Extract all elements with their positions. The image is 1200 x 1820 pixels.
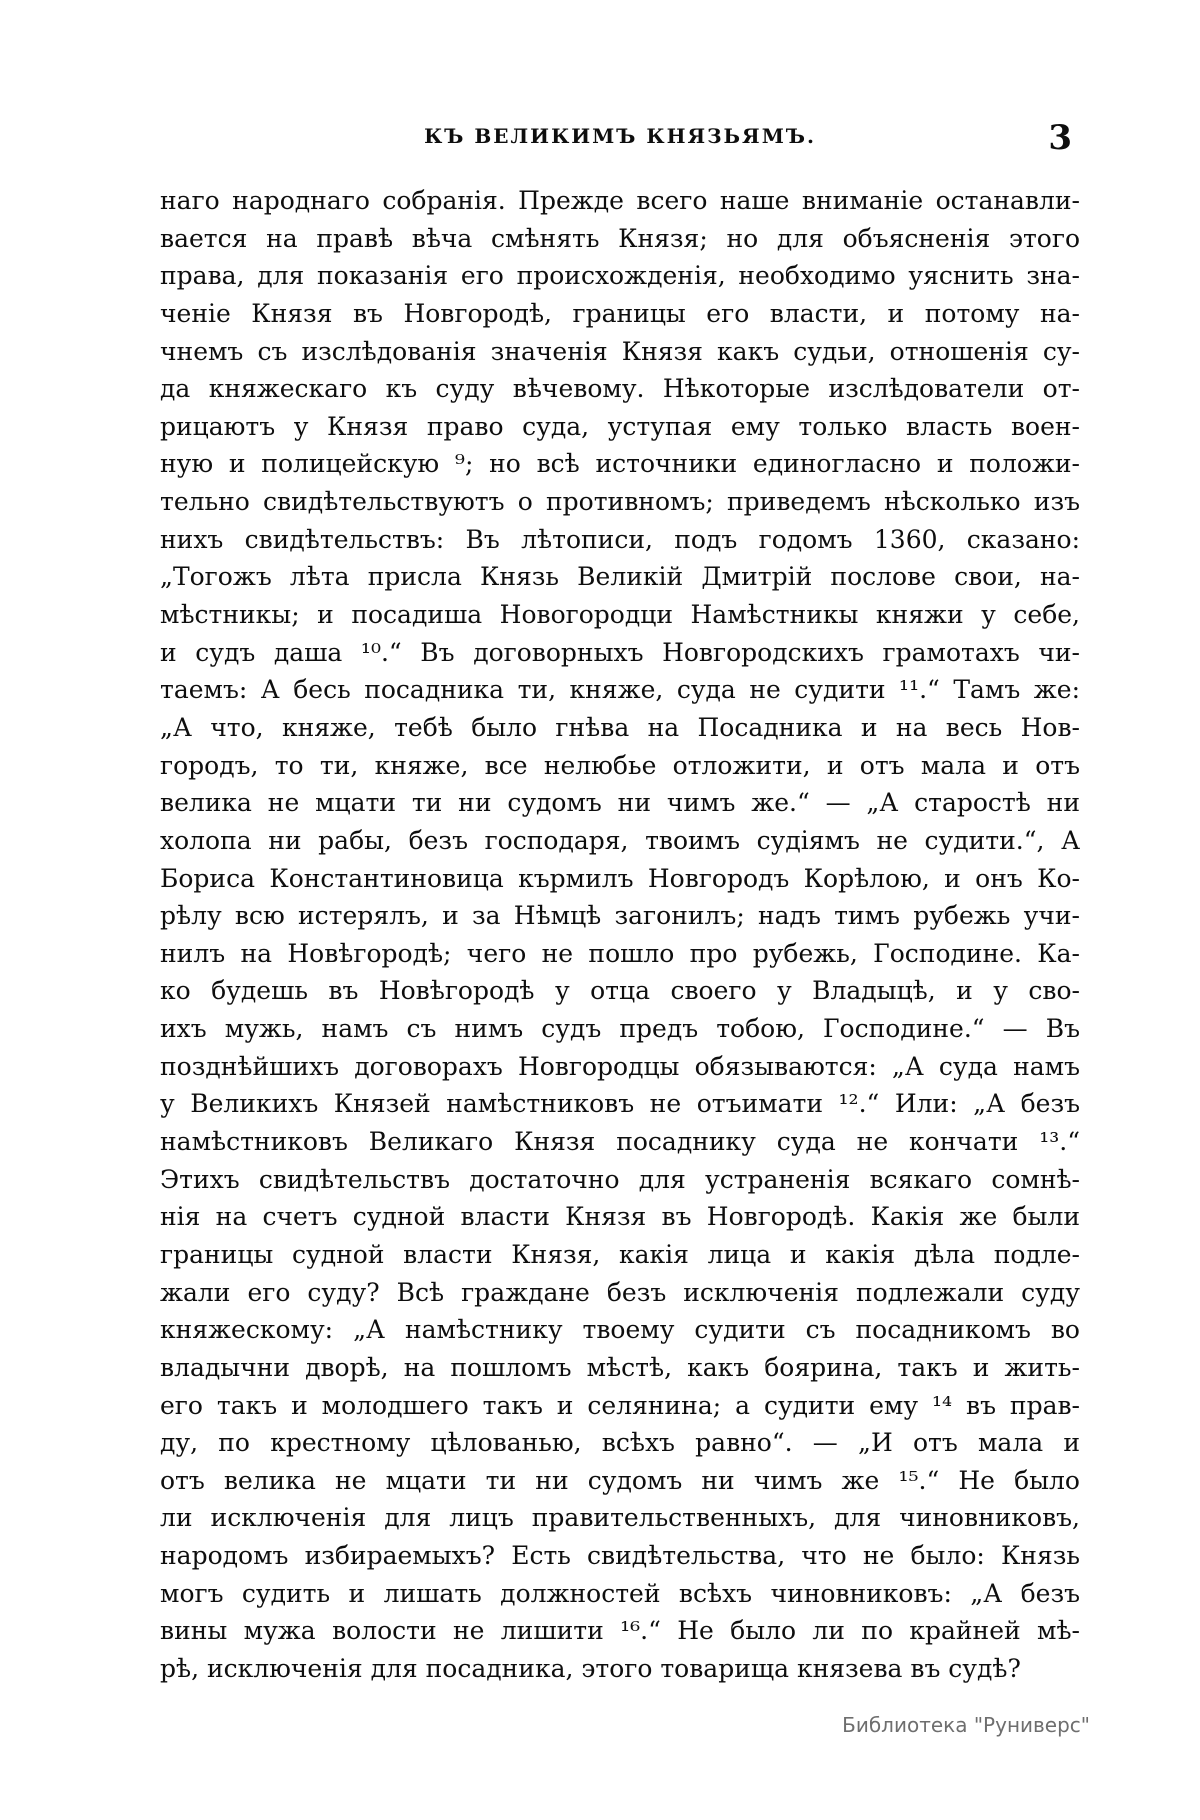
- text-line: вины мужа волости не лишити ¹⁶.“ Не было ли по крайней мѣ-: [160, 1616, 1080, 1646]
- text-line: его такъ и молодшего такъ и селянина; а судити ему ¹⁴ въ прав-: [160, 1390, 1080, 1420]
- text-line: вается на правѣ вѣча смѣнять Князя; но для объясненія этого: [160, 223, 1080, 253]
- text-line: и судъ даша ¹⁰.“ Въ договорныхъ Новгородскихъ грамотахъ чи-: [160, 637, 1080, 667]
- page-header: [160, 118, 1080, 158]
- text-line: позднѣйшихъ договорахъ Новгородцы обязываются: „А суда намъ: [160, 1051, 1080, 1081]
- text-line: намѣстниковъ Великаго Князя посаднику суда не кончати ¹³.“: [160, 1127, 1080, 1157]
- text-line: нилъ на Новѣгородѣ; чего не пошло про рубежь, Господине. Ка-: [160, 938, 1080, 968]
- text-line: права, для показанія его происхожденія, необходимо уяснить зна-: [160, 261, 1080, 291]
- text-line: границы судной власти Князя, какія лица и какія дѣла подле-: [160, 1239, 1080, 1269]
- text-line: „А что, княже, тебѣ было гнѣва на Посадника и на весь Нов-: [160, 712, 1080, 742]
- text-line: таемъ: А бесь посадника ти, княже, суда не судити ¹¹.“ Тамъ же:: [160, 675, 1080, 705]
- text-line: могъ судить и лишать должностей всѣхъ чиновниковъ: „А безъ: [160, 1578, 1080, 1608]
- text-line: нія на счетъ судной власти Князя въ Новгородѣ. Какія же были: [160, 1202, 1080, 1232]
- text-line: ли исключенія для лицъ правительственныхъ, для чиновниковъ,: [160, 1503, 1080, 1533]
- text-line: ную и полицейскую ⁹; но всѣ источники единогласно и положи-: [160, 449, 1080, 479]
- text-line: чнемъ съ изслѣдованія значенія Князя какъ судьи, отношенія су-: [160, 336, 1080, 366]
- text-line: городъ, то ти, княже, все нелюбье отложити, и отъ мала и отъ: [160, 750, 1080, 780]
- text-line: владычни дворѣ, на пошломъ мѣстѣ, какъ боярина, такъ и жить-: [160, 1352, 1080, 1382]
- text-line: наго народнаго собранія. Прежде всего наше вниманіе останавли-: [160, 186, 1080, 215]
- text-line: холопа ни рабы, безъ господаря, твоимъ судіямъ не судити.“, А: [160, 825, 1080, 855]
- text-line: ченіе Князя въ Новгородѣ, границы его власти, и потому на-: [160, 298, 1080, 328]
- text-line: ко будешь въ Новѣгородѣ у отца своего у Владыцѣ, и у сво-: [160, 976, 1080, 1006]
- text-line: „Тогожъ лѣта присла Князь Великій Дмитрій послове свои, на-: [160, 562, 1080, 592]
- text-line: мѣстникы; и посадиша Новогородци Намѣстникы княжи у себе,: [160, 600, 1080, 630]
- text-line: княжескому: „А намѣстнику твоему судити съ посадникомъ во: [160, 1315, 1080, 1345]
- text-line: рицаютъ у Князя право суда, уступая ему только власть воен-: [160, 411, 1080, 441]
- running-head: КЪ ВЕЛИКИМЪ КНЯЗЬЯМЪ.: [424, 124, 816, 148]
- text-line: Бориса Константиновица кърмилъ Новгородъ Корѣлою, и онъ Ко-: [160, 863, 1080, 893]
- text-line: ду, по крестному цѣлованью, всѣхъ равно“. — „И отъ мала и: [160, 1428, 1080, 1458]
- text-line: Этихъ свидѣтельствъ достаточно для устраненія всякаго сомнѣ-: [160, 1164, 1080, 1194]
- text-line: да княжескаго къ суду вѣчевому. Нѣкоторые изслѣдователи от-: [160, 374, 1080, 404]
- text-line: велика не мцати ти ни судомъ ни чимъ же.“ — „А старостѣ ни: [160, 788, 1080, 818]
- text-line: тельно свидѣтельствуютъ о противномъ; приведемъ нѣсколько изъ: [160, 487, 1080, 517]
- body-text: [160, 182, 1080, 1688]
- text-line: рѣ, исключенія для посадника, этого товарища князева въ судѣ?: [160, 1653, 1021, 1683]
- text-line: рѣлу всю истерялъ, и за Нѣмцѣ загонилъ; надъ тимъ рубежь учи-: [160, 901, 1080, 931]
- text-line: ихъ мужь, намъ съ нимъ судъ предъ тобою, Господине.“ — Въ: [160, 1014, 1080, 1044]
- text-line: нихъ свидѣтельствъ: Въ лѣтописи, подъ годомъ 1360, сказано:: [160, 524, 1080, 554]
- text-line: жали его суду? Всѣ граждане безъ исключенія подлежали суду: [160, 1277, 1080, 1307]
- text-line: отъ велика не мцати ти ни судомъ ни чимъ же ¹⁵.“ Не было: [160, 1465, 1080, 1495]
- page-number: 3: [1048, 118, 1072, 158]
- library-watermark-label: Библиотека "Руниверс": [842, 1713, 1090, 1737]
- text-line: народомъ избираемыхъ? Есть свидѣтельства, что не было: Князь: [160, 1541, 1080, 1571]
- text-line: у Великихъ Князей намѣстниковъ не отъимати ¹².“ Или: „А безъ: [160, 1089, 1080, 1119]
